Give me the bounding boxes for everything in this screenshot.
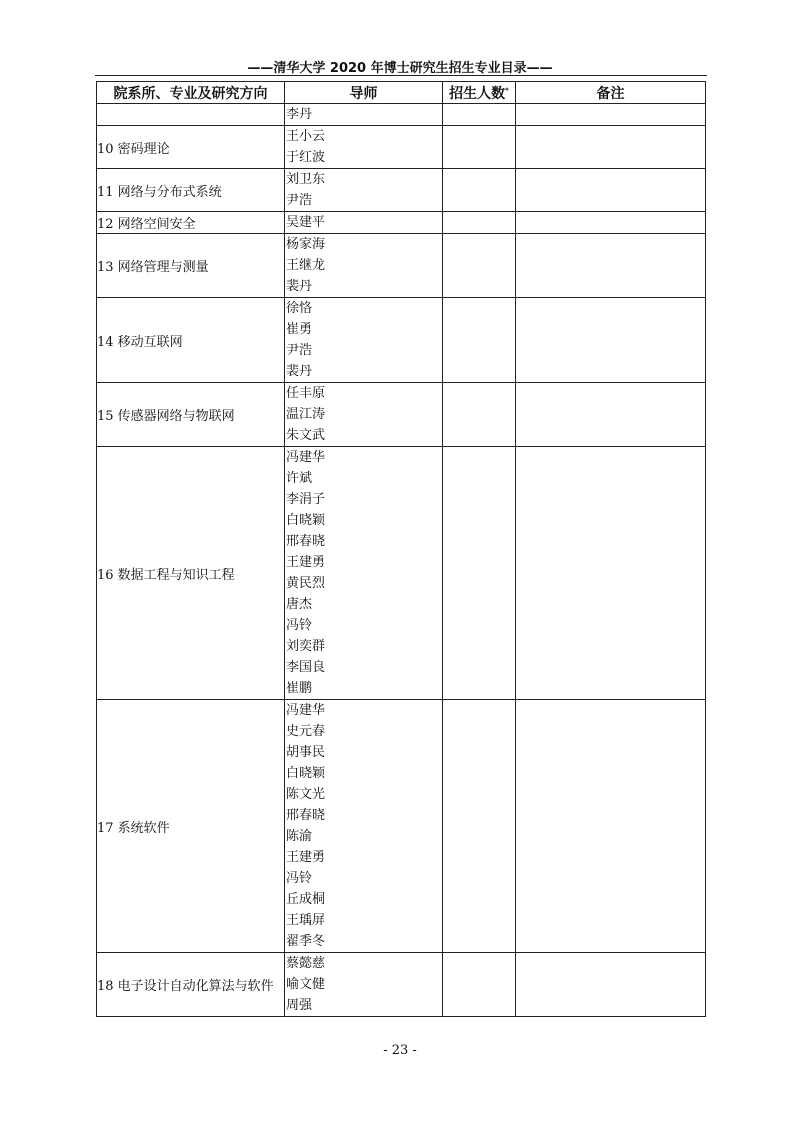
advisor-name: 徐恪 xyxy=(286,301,313,316)
research-direction-cell: 16 数据工程与知识工程 xyxy=(97,447,285,700)
column-header-remarks: 备注 xyxy=(516,82,706,104)
remarks-cell xyxy=(516,126,706,169)
research-direction-cell: 15 传感器网络与物联网 xyxy=(97,383,285,447)
advisor-name: 唐杰 xyxy=(286,597,313,612)
table-row xyxy=(97,104,706,126)
advisor-cell xyxy=(285,104,443,126)
header-rule xyxy=(95,75,707,76)
advisor-name: 黄民烈 xyxy=(286,576,326,591)
advisor-name: 白晓颖 xyxy=(286,513,326,528)
advisor-cell xyxy=(285,169,443,212)
research-direction-cell: 13 网络管理与测量 xyxy=(97,234,285,298)
advisor-name: 刘卫东 xyxy=(286,172,326,187)
advisor-cell xyxy=(285,126,443,169)
advisor-name: 翟季冬 xyxy=(286,934,326,949)
advisor-name: 丘成桐 xyxy=(286,892,326,907)
advisor-cell xyxy=(285,447,443,700)
advisor-name: 王小云 xyxy=(286,129,326,144)
quota-footnote-mark: * xyxy=(505,85,509,94)
table-row xyxy=(97,700,706,953)
table-body xyxy=(97,104,706,1017)
research-direction-cell: 14 移动互联网 xyxy=(97,298,285,383)
advisor-name: 李涓子 xyxy=(286,492,326,507)
table-row xyxy=(97,953,706,1017)
quota-cell xyxy=(443,212,516,234)
advisor-name: 王建勇 xyxy=(286,555,326,570)
remarks-cell xyxy=(516,700,706,953)
page-number: - 23 - xyxy=(383,1043,417,1058)
advisor-name: 尹浩 xyxy=(286,343,313,358)
advisor-name: 尹浩 xyxy=(286,193,313,208)
advisor-name: 裴丹 xyxy=(286,364,313,379)
remarks-cell xyxy=(516,169,706,212)
table-row xyxy=(97,447,706,700)
advisor-name: 白晓颖 xyxy=(286,766,326,781)
advisor-name: 刘奕群 xyxy=(286,639,326,654)
quota-cell xyxy=(443,700,516,953)
advisor-name: 胡事民 xyxy=(286,745,326,760)
advisor-name: 李国良 xyxy=(286,660,326,675)
advisor-cell xyxy=(285,953,443,1017)
advisor-name: 冯铃 xyxy=(286,871,313,886)
advisor-name: 于红波 xyxy=(286,150,326,165)
quota-cell xyxy=(443,383,516,447)
advisor-name: 杨家海 xyxy=(286,237,326,252)
remarks-cell xyxy=(516,447,706,700)
advisor-name: 朱文武 xyxy=(286,428,326,443)
advisor-name: 温江涛 xyxy=(286,407,326,422)
advisor-name: 冯建华 xyxy=(286,450,326,465)
advisor-name: 吴建平 xyxy=(286,215,326,230)
advisor-name: 崔勇 xyxy=(286,322,313,337)
research-direction-cell: 12 网络空间安全 xyxy=(97,212,285,234)
remarks-cell xyxy=(516,234,706,298)
advisor-name: 李丹 xyxy=(286,107,313,122)
advisor-cell xyxy=(285,298,443,383)
table-row xyxy=(97,383,706,447)
advisor-name: 陈渝 xyxy=(286,829,313,844)
quota-cell xyxy=(443,104,516,126)
quota-cell xyxy=(443,126,516,169)
advisor-name: 王继龙 xyxy=(286,258,326,273)
research-direction-cell: 18 电子设计自动化算法与软件 xyxy=(97,953,285,1017)
advisor-name: 邢春晓 xyxy=(286,808,326,823)
advisor-name: 许斌 xyxy=(286,471,313,486)
quota-cell xyxy=(443,169,516,212)
catalog-table xyxy=(96,81,706,1017)
table-row xyxy=(97,298,706,383)
remarks-cell xyxy=(516,212,706,234)
advisor-name: 周强 xyxy=(286,998,313,1013)
advisor-name: 冯铃 xyxy=(286,618,313,633)
table-row xyxy=(97,234,706,298)
quota-label: 招生人数 xyxy=(449,85,506,102)
advisor-cell xyxy=(285,700,443,953)
table-row xyxy=(97,126,706,169)
research-direction-cell: 11 网络与分布式系统 xyxy=(97,169,285,212)
advisor-name: 喻文健 xyxy=(286,977,326,992)
advisor-name: 任丰原 xyxy=(286,386,326,401)
advisor-cell xyxy=(285,383,443,447)
advisor-name: 王建勇 xyxy=(286,850,326,865)
advisor-name: 王瑀屏 xyxy=(286,913,326,928)
table-header-row xyxy=(97,82,706,104)
remarks-cell xyxy=(516,298,706,383)
column-header-quota xyxy=(443,82,516,104)
remarks-cell xyxy=(516,953,706,1017)
advisor-cell xyxy=(285,212,443,234)
quota-cell xyxy=(443,234,516,298)
advisor-name: 蔡懿慈 xyxy=(286,956,326,971)
quota-cell xyxy=(443,298,516,383)
quota-cell xyxy=(443,447,516,700)
research-direction-cell: 17 系统软件 xyxy=(97,700,285,953)
research-direction-cell xyxy=(97,104,285,126)
table-row xyxy=(97,212,706,234)
advisor-name: 冯建华 xyxy=(286,703,326,718)
advisor-name: 邢春晓 xyxy=(286,534,326,549)
remarks-cell xyxy=(516,383,706,447)
quota-cell xyxy=(443,953,516,1017)
advisor-cell xyxy=(285,234,443,298)
column-header-advisor: 导师 xyxy=(285,82,443,104)
column-header-direction: 院系所、专业及研究方向 xyxy=(97,82,285,104)
advisor-name: 史元春 xyxy=(286,724,326,739)
advisor-name: 崔鹏 xyxy=(286,681,313,696)
page-header-title: ——清华大学 2020 年博士研究生招生专业目录—— xyxy=(247,61,553,76)
table-row xyxy=(97,169,706,212)
advisor-name: 裴丹 xyxy=(286,279,313,294)
research-direction-cell: 10 密码理论 xyxy=(97,126,285,169)
remarks-cell xyxy=(516,104,706,126)
advisor-name: 陈文光 xyxy=(286,787,326,802)
